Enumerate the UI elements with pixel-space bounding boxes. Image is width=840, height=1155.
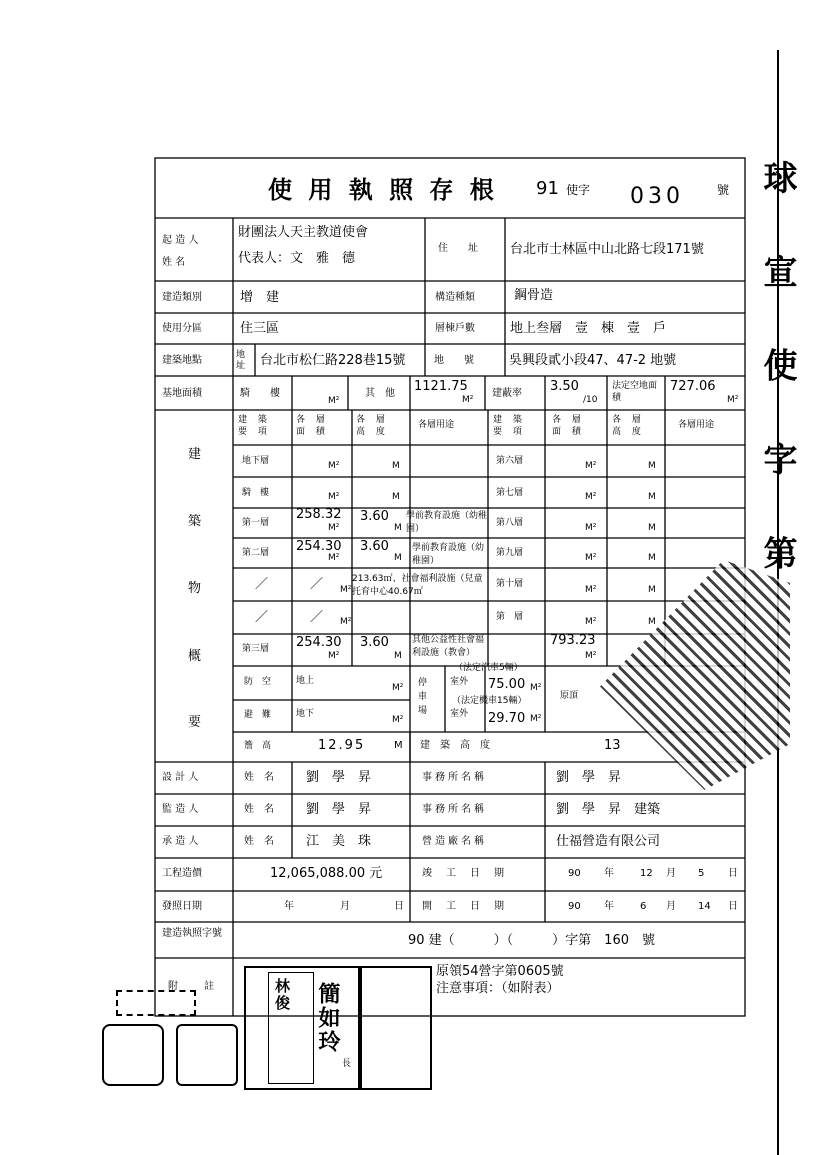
completion-day-label: 日 — [728, 868, 738, 879]
issue-year-label: 年 — [284, 901, 294, 912]
site-address: 台北市松仁路228巷15號 — [260, 353, 406, 368]
applicant-rep: 代表人：文 雅 德 — [238, 251, 356, 266]
build-type: 增 建 — [240, 290, 280, 305]
applicant-name: 財團法人天主教道使會 — [238, 225, 369, 240]
floors-value: 地上叁層 壹 棟 壹 戶 — [510, 321, 667, 336]
parking-value-b: 29.70 — [488, 711, 526, 726]
cost-label: 工程造價 — [162, 868, 202, 879]
completion-label: 竣 工 日 期 — [422, 868, 506, 879]
structure-type: 鋼骨造 — [514, 288, 554, 303]
floor-3-height: 3.60 — [360, 635, 389, 650]
build-type-label: 建造類別 — [162, 292, 202, 303]
side-label-1: 建 — [188, 447, 202, 462]
unit-m2: M² — [585, 651, 597, 661]
floor-1-use: 學前教育設施（幼稚園） — [406, 511, 488, 534]
floor-3-area: 254.30 — [296, 635, 342, 650]
total-area: 793.23 — [550, 633, 596, 648]
start-month-label: 月 — [666, 901, 676, 912]
seal-stamp — [102, 1024, 164, 1086]
supervisor-office-label: 事務所名稱 — [422, 804, 487, 815]
side-label-3: 物 — [188, 581, 202, 596]
open-space-label: 法定空地面積 — [612, 381, 658, 403]
date-stamp — [360, 966, 432, 1090]
unit-m2: M² — [585, 585, 597, 595]
unit-m2: M² — [328, 651, 340, 661]
unit-m2: M² — [530, 714, 542, 724]
unit-m: M — [394, 523, 402, 533]
building-height: 13 — [604, 738, 621, 753]
completion-year: 90 — [568, 868, 581, 879]
floor-name-6: 第六層 — [496, 456, 524, 466]
coverage-unit: /10 — [583, 395, 598, 405]
start-year: 90 — [568, 901, 581, 912]
base-area-label: 基地面積 — [162, 388, 202, 399]
designer-name-label: 姓 名 — [244, 772, 274, 783]
contractor-name-label: 姓 名 — [244, 836, 274, 847]
chief-label: 長 — [342, 1059, 352, 1069]
head-use-right: 各層用途 — [678, 420, 715, 430]
form-title: 使 用 執 照 存 根 — [268, 176, 498, 204]
head-use-left: 各層用途 — [418, 420, 455, 430]
floor-3-use: 其他公益性社會福利設施（教會） — [412, 635, 485, 658]
unit-m: M — [394, 651, 402, 661]
unit-m2: M² — [585, 553, 597, 563]
supervisor-name-label: 姓 名 — [244, 804, 274, 815]
unit-m: M — [394, 740, 403, 751]
head-height-left: 各 層 高 度 — [356, 415, 389, 437]
unit-m2: M² — [328, 523, 340, 533]
supervisor-role: 監 造 人 — [162, 804, 199, 815]
permit-number: 030 — [630, 184, 684, 209]
head-item-right: 建 築 要 項 — [493, 415, 526, 437]
other-unit: M² — [462, 395, 474, 405]
completion-year-label: 年 — [604, 868, 614, 879]
floor-name-10: 第十層 — [496, 579, 524, 589]
address-label: 住 址 — [438, 243, 478, 254]
parking-value-a: 75.00 — [488, 677, 526, 692]
parking-note-b: （法定機車15輛） — [452, 696, 527, 706]
shelter-above: 地上 — [296, 676, 315, 686]
zoning-value: 住三區 — [240, 321, 280, 336]
signature-stamp — [244, 966, 360, 1090]
unit-m2: M² — [328, 492, 340, 502]
unit-m2: M² — [392, 683, 404, 693]
unit-m2: M² — [340, 617, 352, 627]
notes-line-2: 注意事項：（如附表） — [436, 981, 560, 996]
seal-stamp-2 — [176, 1024, 238, 1086]
unit-m2: M² — [585, 492, 597, 502]
lot-number: 吳興段貳小段47、47-2 地號 — [509, 353, 677, 368]
side-label-2: 築 — [188, 514, 202, 529]
designer-office-label: 事務所名稱 — [422, 772, 487, 783]
permit-year: 91 — [536, 178, 559, 199]
lot-label: 地 號 — [434, 355, 474, 366]
eave-height: 12.95 — [318, 738, 366, 753]
notes-line-1: 原領54營字第0605號 — [436, 964, 564, 979]
designer-name: 劉 學 昇 — [306, 770, 372, 785]
floor-name-arcade: 騎 樓 — [242, 488, 270, 498]
designer-office: 劉 學 昇 — [556, 770, 622, 785]
orig-label: 原頂 — [560, 691, 579, 701]
site-label: 建築地點 — [162, 355, 202, 366]
start-year-label: 年 — [604, 901, 614, 912]
unit-m: M — [648, 585, 656, 595]
unit-m2: M² — [392, 715, 404, 725]
floor-2-area: 254.30 — [296, 539, 342, 554]
floor-name-8: 第八層 — [496, 518, 524, 528]
side-label-4: 概 — [188, 649, 202, 664]
floor-2-height: 3.60 — [360, 539, 389, 554]
unit-m2: M² — [328, 461, 340, 471]
head-area-right: 各 層 面 積 — [552, 415, 585, 437]
open-space-value: 727.06 — [670, 379, 716, 394]
other-label: 其 他 — [365, 388, 395, 399]
other-value: 1121.75 — [414, 379, 468, 394]
building-permit-label: 建造執照字號 — [162, 928, 222, 939]
unit-m: M — [648, 492, 656, 502]
applicant-label-2: 姓 名 — [162, 257, 186, 268]
supervisor-office: 劉 學 昇 建築 — [556, 802, 661, 817]
floor-1-area: 258.32 — [296, 507, 342, 522]
shelter-label-1: 防 空 — [244, 677, 272, 687]
clerk-stamp-text: 林俊 — [273, 978, 291, 1012]
floor-area-blank-b: ／ — [310, 610, 324, 625]
notes-label: 附 註 — [168, 981, 216, 992]
start-day: 14 — [698, 901, 711, 912]
start-date-label: 開 工 日 期 — [422, 901, 506, 912]
coverage-value: 3.50 — [550, 379, 579, 394]
floor-1-height: 3.60 — [360, 509, 389, 524]
construction-cost: 12,065,088.00 元 — [270, 866, 383, 881]
floor-name-9: 第九層 — [496, 548, 524, 558]
unit-m2: M² — [328, 553, 340, 563]
completion-day: 5 — [698, 868, 705, 879]
arcade-unit: M² — [328, 396, 340, 406]
contractor-name: 江 美 珠 — [306, 834, 372, 849]
unit-m2: M² — [340, 585, 352, 595]
floor-name-1: 第一層 — [242, 518, 270, 528]
applicant-address: 台北市士林區中山北路七段171號 — [510, 242, 704, 257]
arcade-label: 騎 樓 — [240, 388, 280, 399]
unit-m2: M² — [585, 617, 597, 627]
unit-m: M — [392, 492, 400, 502]
floors-label: 層棟戶數 — [435, 323, 475, 334]
unit-m: M — [648, 523, 656, 533]
floor-name-b: 地下層 — [242, 456, 270, 466]
floor-name-3: 第三層 — [242, 644, 270, 654]
unit-m: M — [392, 461, 400, 471]
issue-date-label: 發照日期 — [162, 901, 202, 912]
permit-prefix: 使字 — [566, 183, 591, 197]
contractor-office-label: 營造廠名稱 — [422, 836, 487, 847]
structure-label: 構造種類 — [435, 292, 475, 303]
parking-label: 停車場 — [418, 678, 428, 716]
parking-outdoor-b: 室外 — [450, 709, 469, 719]
reviewer-name: 簡如玲 — [315, 982, 340, 1054]
completion-month-label: 月 — [666, 868, 676, 879]
contractor-office: 仕福營造有限公司 — [556, 834, 661, 849]
supervisor-name: 劉 學 昇 — [306, 802, 372, 817]
applicant-label: 起 造 人 — [162, 235, 199, 246]
building-permit-number: 90 建（ ）（ ）字第 160 號 — [408, 933, 655, 948]
head-area-left: 各 層 面 積 — [296, 415, 329, 437]
small-stamp — [116, 990, 196, 1016]
floor-2-use-extra: 213.63㎡、社會福利設施（兒童托育中心40.67㎡ — [352, 574, 483, 597]
site-addr-label: 地址 — [236, 350, 246, 371]
unit-m: M — [648, 617, 656, 627]
completion-month: 12 — [640, 868, 653, 879]
floor-name-2: 第二層 — [242, 548, 270, 558]
zoning-label: 使用分區 — [162, 323, 202, 334]
unit-m2: M² — [530, 683, 542, 693]
unit-m: M — [648, 553, 656, 563]
coverage-label: 建蔽率 — [492, 388, 522, 399]
unit-m: M — [648, 461, 656, 471]
open-space-unit: M² — [727, 395, 739, 405]
building-height-label: 建 築 高 度 — [420, 740, 490, 751]
floor-name-n: 第 層 — [496, 612, 524, 622]
designer-role: 設 計 人 — [162, 772, 199, 783]
permit-suffix: 號 — [717, 183, 730, 197]
start-month: 6 — [640, 901, 647, 912]
right-margin-text: 球 宣 使 字 第 — [757, 160, 797, 594]
issue-day-label: 日 — [394, 901, 404, 912]
side-label-5: 要 — [188, 715, 202, 730]
contractor-role: 承 造 人 — [162, 836, 199, 847]
eave-height-label: 簷 高 — [244, 741, 272, 751]
floor-2-use: 學前教育設施（幼稚園） — [412, 543, 485, 566]
unit-m2: M² — [585, 461, 597, 471]
issue-month-label: 月 — [340, 901, 350, 912]
shelter-label-2: 避 難 — [244, 710, 272, 720]
parking-outdoor-a: 室外 — [450, 677, 469, 687]
parking-note-a: （法定汽車5輛） — [454, 663, 523, 673]
shelter-below: 地下 — [296, 709, 315, 719]
head-item-left: 建 築 要 項 — [238, 415, 271, 437]
unit-m: M — [394, 553, 402, 563]
unit-m2: M² — [585, 523, 597, 533]
start-day-label: 日 — [728, 901, 738, 912]
floor-name-blank-b: ／ — [255, 610, 269, 625]
head-height-right: 各 層 高 度 — [612, 415, 645, 437]
floor-name-blank-a: ／ — [255, 577, 269, 592]
floor-area-blank-a: ／ — [310, 577, 324, 592]
floor-name-7: 第七層 — [496, 488, 524, 498]
